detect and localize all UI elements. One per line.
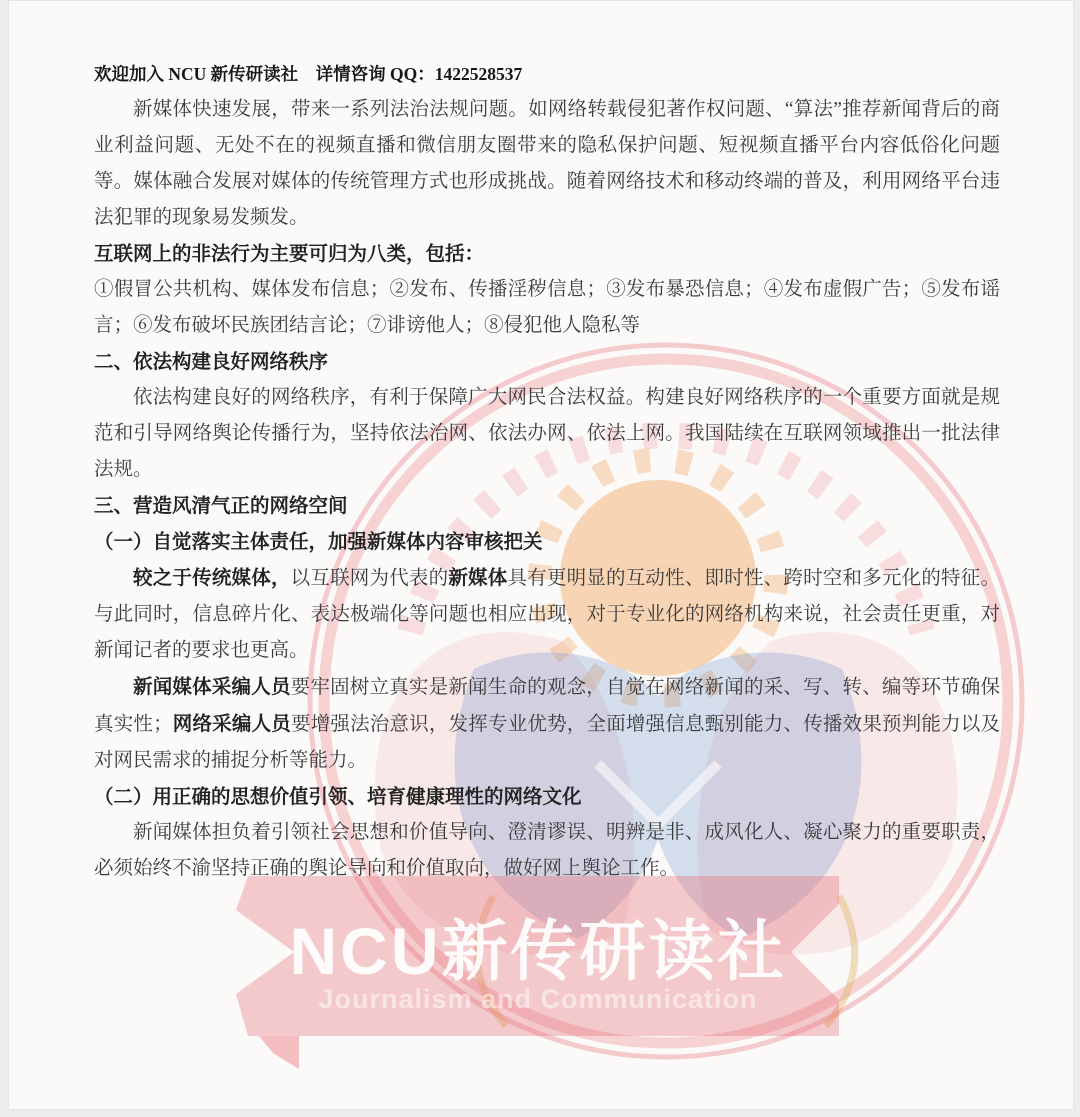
ribbon-banner: [236, 876, 839, 1069]
document-body: [94, 92, 1000, 887]
banner-subtitle-text: Journalism and Communication: [318, 984, 758, 1014]
text-run: 依法构建良好的网络秩序，有利于保障广大网民合法权益。构建良好网络秩序的一个重要方面就是规范和引导网络舆论传播行为，坚持依法治网、依法办网、依法上网。我国陆续在互联网领域推出一批法律法规。: [94, 387, 1000, 480]
body-paragraph: [94, 380, 1000, 488]
body-paragraph: [94, 815, 1000, 887]
text-run: 要增强法治意识，发挥专业优势，全面增强信息甄别能力、传播效果预判能力以及对网民需求的捕捉分析等能力。: [94, 714, 1000, 771]
text-run: 新媒体快速发展，带来一系列法治法规问题。如网络转载侵犯著作权问题、“算法”推荐新闻背后的商业利益问题、无处不在的视频直播和微信朋友圈带来的隐私保护问题、短视频直播平台内容低俗化问题等。媒体融合发展对媒体的传统管理方式也形成挑战。随着网络技术和移动终端的普及，利用网络平台违法犯罪的现象易发频发。: [94, 99, 1000, 228]
document-page: [8, 0, 1074, 1110]
recruitment-header: 欢迎加入 NCU 新传研读社 详情咨询 QQ：1422528537: [94, 64, 523, 84]
bold-term: 新媒体: [448, 567, 508, 589]
text-run: 要牢固树立真实是新闻生命的观念，自觉在网络新闻的采、写、转、编等环节确保真实性；: [94, 677, 1000, 735]
section-heading: [94, 488, 1000, 524]
section-heading: [94, 344, 1000, 380]
text-run: 以互联网为代表的: [290, 568, 449, 589]
body-paragraph: [94, 669, 1000, 779]
bold-term: 三、营造风清气正的网络空间: [94, 495, 348, 517]
bold-term: 二、依法构建良好网络秩序: [94, 351, 329, 373]
body-paragraph: [94, 560, 1000, 669]
body-paragraph: [94, 92, 1000, 236]
text-run: 具有更明显的互动性、即时性、跨时空和多元化的特征。与此同时，信息碎片化、表达极端化等问题也相应出现，对于专业化的网络机构来说，社会责任更重，对新闻记者的要求也更高。: [94, 568, 1000, 661]
body-paragraph: [94, 272, 1000, 344]
ribbon-left-fold: [259, 1036, 299, 1069]
ribbon-band: [236, 876, 839, 1036]
bold-term: （二）用正确的思想价值引领、培育健康理性的网络文化: [94, 786, 582, 808]
section-heading: [94, 236, 1000, 272]
bold-term: （一）自觉落实主体责任，加强新媒体内容审核把关: [94, 531, 543, 553]
bold-term: 新闻媒体采编人员: [133, 676, 291, 698]
section-heading: [94, 524, 1000, 560]
bold-term: 较之于传统媒体，: [133, 567, 291, 589]
bold-term: 网络采编人员: [172, 713, 292, 735]
bold-term: 互联网上的非法行为主要可归为八类，包括：: [94, 243, 485, 265]
wheat-decoration-right: [826, 896, 855, 1026]
banner-title-text: NCU新传研读社: [289, 914, 787, 988]
text-run: ①假冒公共机构、媒体发布信息；②发布、传播淫秽信息；③发布暴恐信息；④发布虚假广告；⑤发布谣言；⑥发布破坏民族团结言论；⑦诽谤他人；⑧侵犯他人隐私等: [94, 279, 1000, 336]
section-heading: [94, 779, 1000, 815]
text-run: 新闻媒体担负着引领社会思想和价值导向、澄清谬误、明辨是非、成风化人、凝心聚力的重要职责，必须始终不渝坚持正确的舆论导向和价值取向，做好网上舆论工作。: [94, 822, 1000, 879]
document-content: [9, 1, 1073, 887]
wheat-decoration-left: [477, 896, 506, 1026]
